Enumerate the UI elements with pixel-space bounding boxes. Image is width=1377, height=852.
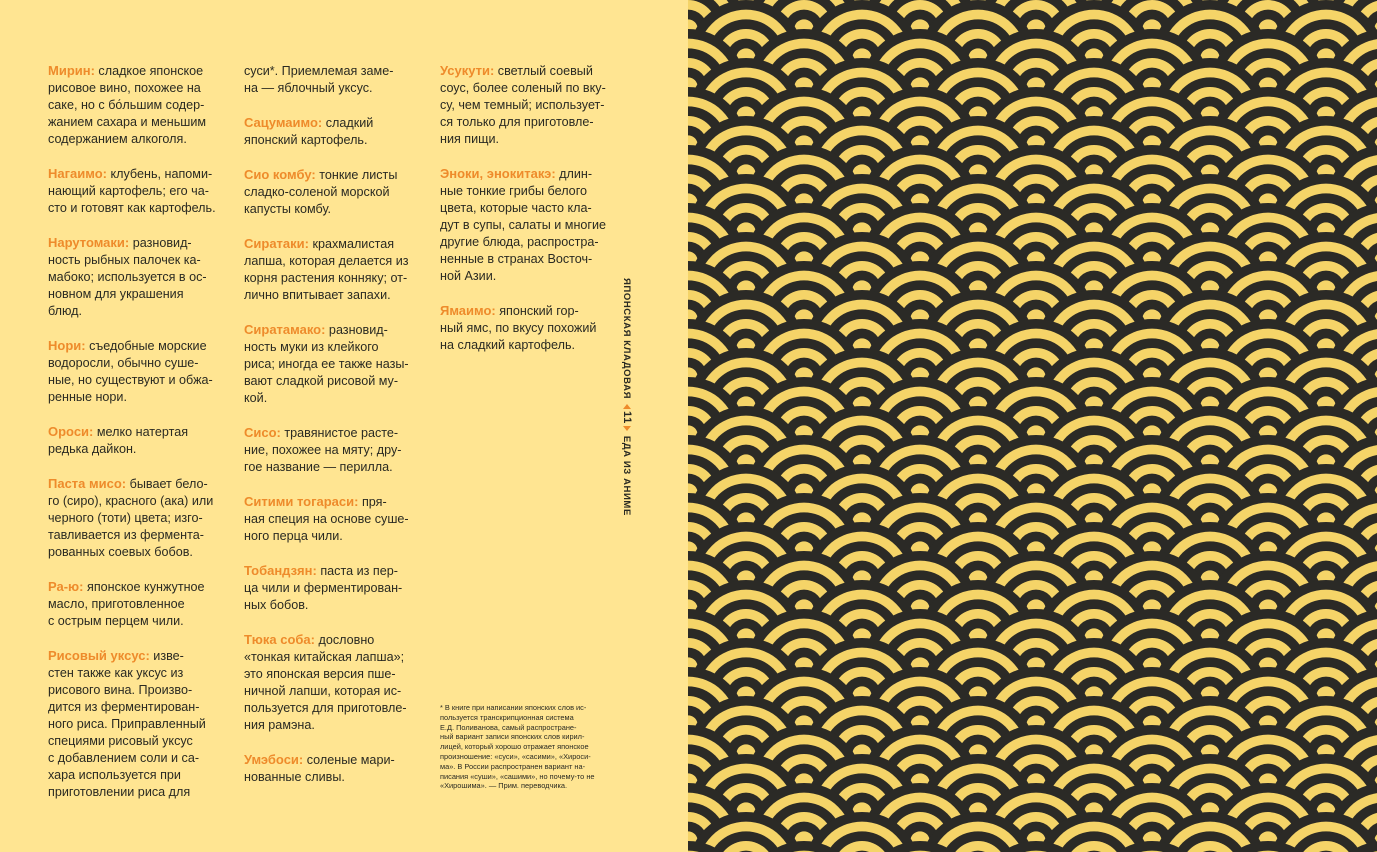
entry-term: Сиратамако:	[244, 322, 326, 337]
running-head-text	[612, 278, 642, 538]
glossary-entry	[244, 751, 414, 786]
entry-term: Нарутомаки:	[48, 235, 130, 250]
glossary-entry	[244, 166, 414, 218]
entry-term: Ра-ю:	[48, 579, 84, 594]
entry-definition: паста из пер- ца чили и ферментирован- ных бобов.	[244, 564, 403, 612]
glossary-entry	[48, 337, 220, 406]
page-number	[621, 404, 633, 431]
entry-term: Сисо:	[244, 425, 281, 440]
entry-definition: съедобные морские водоросли, обычно суше- ные, но существуют и обжа- ренные нори.	[48, 339, 213, 404]
entry-term: Ороси:	[48, 424, 94, 439]
entry-term: Тюка соба:	[244, 632, 315, 647]
entry-definition: японский гор- ный ямс, по вкусу похожий на сладкий картофель.	[440, 304, 597, 352]
book-title: ЕДА ИЗ АНИМЕ	[621, 435, 633, 516]
entry-term: Тобандзян:	[244, 563, 317, 578]
glossary-column-1	[48, 62, 220, 818]
glossary-entry	[440, 165, 612, 285]
entry-term: Умэбоси:	[244, 752, 304, 767]
glossary-entry	[48, 578, 220, 630]
translator-footnote: * В книге при написании японских слов ис- пользуется транскрипционная система Е.Д. Поливанова, самый распростране- ный вариант записи японских слов кирил- лицей, который хорошо отражает японское произношение: «суси», «сасими», «Хироси- ма». В России распространен вариант на- писания «суши», «сашими», но почему-то не «Хирошима». — Прим. переводчика.	[440, 703, 595, 791]
arrow-left-icon	[623, 404, 631, 409]
glossary-entry	[48, 62, 220, 148]
glossary-entry	[244, 235, 414, 304]
entry-definition: сладкий японский картофель.	[244, 116, 374, 147]
entry-definition: сладкое японское рисовое вино, похожее на саке, но с бо́льшим содер- жанием сахара и меньшим содержанием алкоголя.	[48, 64, 207, 146]
entry-term: Сацумаимо:	[244, 115, 323, 130]
glossary-entry	[48, 165, 220, 217]
chapter-title: ЯПОНСКАЯ КЛАДОВАЯ	[621, 278, 633, 400]
entry-term: Ситими тогараси:	[244, 494, 359, 509]
glossary-entry	[244, 631, 414, 734]
glossary-entry	[244, 62, 414, 97]
seigaiha-pattern	[688, 0, 1377, 852]
arrow-right-icon	[623, 426, 631, 431]
entry-term: Сиратаки:	[244, 236, 309, 251]
entry-definition: разновид- ность рыбных палочек ка- мабоко; используется в ос- новном для украшения блюд.	[48, 236, 207, 318]
entry-definition: разновид- ность муки из клейкого риса; иногда ее также назы- вают сладкой рисовой му- кой.	[244, 323, 409, 405]
entry-definition: изве- стен также как уксус из рисового вина. Произво- дится из ферментирован- ного риса. Приправленный специями рисовый уксус с добавлением соли и са- хара используется при приготовлении риса для	[48, 649, 206, 799]
glossary-entry	[244, 114, 414, 149]
right-page-wave-pattern	[688, 0, 1377, 852]
entry-definition: крахмалистая лапша, которая делается из корня растения конняку; от- лично впитывает запахи.	[244, 237, 409, 302]
entry-definition: бывает бело- го (сиро), красного (ака) или черного (тоти) цвета; изго- тавливается из фермента- рованных соевых бобов.	[48, 477, 214, 559]
page-number-value: 11	[621, 411, 633, 424]
entry-definition: дословно «тонкая китайская лапша»; это японская версия пше- ничной лапши, которая ис- пользуется для приготовле- ния рамэна.	[244, 633, 407, 732]
glossary-entry	[48, 423, 220, 458]
entry-term: Нагаимо:	[48, 166, 107, 181]
glossary-entry	[244, 493, 414, 545]
entry-definition: суси*. Приемлемая заме- на — яблочный уксус.	[244, 64, 394, 95]
entry-term: Усукути:	[440, 63, 495, 78]
entry-definition: японское кунжутное масло, приготовленное с острым перцем чили.	[48, 580, 205, 628]
glossary-entry	[440, 62, 612, 148]
entry-term: Рисовый уксус:	[48, 648, 150, 663]
glossary-entry	[244, 562, 414, 614]
entry-term: Эноки, энокитакэ:	[440, 166, 556, 181]
glossary-entry	[48, 647, 220, 801]
glossary-column-3	[440, 62, 612, 371]
glossary-entry	[244, 321, 414, 407]
entry-definition: светлый соевый соус, более соленый по вку- су, чем темный; использует- ся только для приготовле- ния пищи.	[440, 64, 606, 146]
entry-definition: травянистое расте- ние, похожее на мяту; дру- гое название — перилла.	[244, 426, 402, 474]
glossary-column-2	[244, 62, 414, 803]
entry-definition: мелко натертая редька дайкон.	[48, 425, 189, 456]
glossary-entry	[48, 475, 220, 561]
entry-term: Ямаимо:	[440, 303, 496, 318]
entry-term: Сио комбу:	[244, 167, 316, 182]
left-page	[0, 0, 688, 852]
glossary-entry	[48, 234, 220, 320]
entry-definition: пря- ная специя на основе суше- ного перца чили.	[244, 495, 409, 543]
glossary-entry	[440, 302, 612, 354]
glossary-entry	[244, 424, 414, 476]
entry-term: Паста мисо:	[48, 476, 127, 491]
entry-definition: длин- ные тонкие грибы белого цвета, которые часто кла- дут в супы, салаты и многие другие блюда, распростра- ненные в странах Восточ- ной Азии.	[440, 167, 607, 283]
entry-definition: клубень, напоми- нающий картофель; его ча- сто и готовят как картофель.	[48, 167, 216, 215]
entry-definition: тонкие листы сладко-соленой морской капусты комбу.	[244, 168, 398, 216]
entry-definition: соленые мари- нованные сливы.	[244, 753, 395, 784]
running-head	[612, 278, 642, 538]
entry-term: Мирин:	[48, 63, 95, 78]
entry-term: Нори:	[48, 338, 86, 353]
